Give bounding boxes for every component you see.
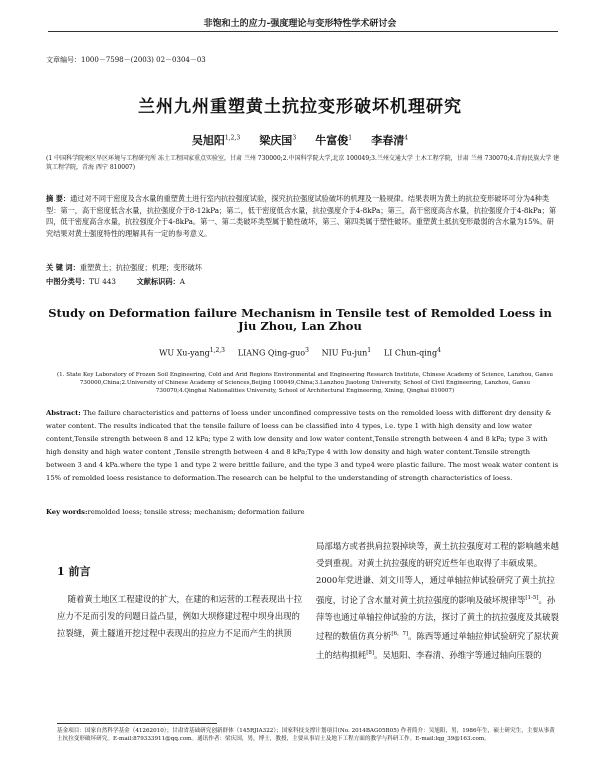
doc-code-label: 文献标识码：	[136, 277, 180, 286]
footnote-rule	[57, 723, 217, 724]
keywords-english	[46, 508, 560, 516]
intro-left-text: 随着黄土地区工程建设的扩大，在建的和运营的工程表现出十拉应力不足而引发的问题日益凸显，例如大坝修建过程中坝身出现的拉裂缝，黄土隧道开挖过程中表现出的拉应力不足而产生的拱顶	[57, 594, 303, 639]
intro-paragraph-left	[57, 591, 305, 643]
keywords-zh-label: 关 键 词：	[46, 263, 80, 272]
intro-right-text-4: 。吴旭阳、李春清、孙维宇等通过轴向压裂的	[374, 649, 542, 660]
keywords-en-label: Key words:	[46, 508, 88, 516]
author-sup: 1	[348, 134, 353, 142]
author-sup: 1,2,3	[224, 134, 241, 142]
keywords-zh-text: 重塑黄土；抗拉强度；机理；变形破坏	[79, 263, 202, 272]
authors-english	[0, 347, 600, 358]
abstract-zh-label: 摘 要：	[46, 194, 71, 203]
abstract-en-text: The failure characteristics and patterns of loess under unconfined compressive tests on the remolded loess with different dry density & water content. The results indicated that the tensile failure of loess can be classified into 4 types, i.e. type 1 with high density and low water content,Tensile strength between 8 and 12 kPa; type 2 with low density and low water content,Tensile strength between 4 and 8 kPa; type 3 with high density and high water content ,Tensile strength between 4 and 8 kPa;Type 4 with low density and high water content.Tensile strength between 3 and 4 kPa.where the type 1 and type 2 were brittle failure, and the type 3 and type4 were plastic failure. The most weak water content is 15% of remolded loess resistance to deformation.The research can be helpful to the understanding of strength characteristics of loess.	[46, 409, 559, 482]
citation: [8]	[366, 649, 375, 656]
footnote: 基金项目：国家自然科学基金（41262010）；甘肃省基础研究创新群体（145RJIA322）；国家科技支撑计划项目(No. 2014BAG05B05) 作者简介：吴旭阳，男，1986年生，硕士研究生，主要从事黄土抗拉变形破坏研究。E-mail:879333911@qq.com。通讯作者：梁庆国，男，博士，教授，主要从事岩土及地下工程方面的教学与科研工作。E-mail:lqg_39@163.com。	[57, 728, 555, 742]
classification-line	[46, 277, 560, 287]
intro-right-text-2: 。孙萍等也通过单轴拉伸试验的方法，探讨了黄土的抗拉强度及其破裂过程的数值仿真分析	[316, 594, 559, 641]
author-sup-en: 4	[437, 347, 441, 354]
keywords-chinese	[46, 263, 560, 273]
author-sup-en: 1	[367, 347, 372, 354]
abstract-chinese	[46, 193, 560, 239]
author-name: 梁庆国	[259, 134, 293, 147]
doc-code: A	[179, 277, 185, 286]
abstract-english	[46, 407, 560, 485]
article-number: 文章编号：1000－7598－(2003) 02－0304－03	[46, 56, 206, 64]
author-name-en: LIANG Qing-guo	[237, 348, 306, 358]
class-no: TU 443	[89, 277, 116, 286]
author-sup: 4	[404, 134, 409, 142]
author-sup-en: 1,2,3	[209, 347, 225, 354]
running-header: 非饱和土的应力-强度理论与变形特性学术研讨会	[203, 19, 397, 29]
citation: [1-5]	[525, 594, 539, 601]
author-sup: 3	[292, 134, 297, 142]
author-name: 牛富俊	[315, 134, 349, 147]
title-chinese: 兰州九州重塑黄土抗拉变形破坏机理研究	[138, 97, 462, 117]
authors-chinese	[0, 132, 600, 148]
author-name: 吴旭阳	[191, 134, 225, 147]
abstract-zh-text: 通过对不同干密度及含水量的重塑黄土进行室内抗拉强度试验，探究抗拉强度试验破坏的机理及一般规律。结果表明为黄土的抗拉变形破坏可分为4种类型：第一，高干密度低含水量，抗拉强度介于8-12kPa；第二，低干密度低含水量，抗拉强度介于4-8kPa；第三，高干密度高含水量，抗拉强度介于4-8kPa；第四，低干密度高含水量，抗拉强度介于4-8kPa。第一、第二类破坏类型属于脆性破坏，第三、第四类属于塑性破坏。重塑黄土抵抗变形最弱的含水量为15%。研究结果对黄土强度特性的理解具有一定的参考意义。	[46, 194, 557, 238]
section-heading: 1 前言	[57, 565, 91, 578]
citation: [6，7]	[391, 630, 409, 637]
author-name-en: LI Chun-qing	[383, 348, 438, 358]
intro-right-text: 局部塌方或者拱肩拉裂掉块等，黄土抗拉强度对工程的影响越来越受到重视。对黄土抗拉强度的研究近些年也取得了丰硕成果。2000年党进谦、刘文川等人，通过单轴拉伸试验研究了黄土抗拉强度，讨论了含水量对黄土抗拉强度的影响及破坏规律等	[316, 541, 559, 605]
affiliation-chinese: (1 中国科学院寒区旱区环境与工程研究所 冻土工程国家重点实验室，甘肃 兰州 730000;2.中国科学院大学,北京 100049;3.兰州交通大学 土木工程学院，甘肃 兰州 730070;4.青海民族大学 建筑工程学院，青海 西宁 810007)	[46, 155, 560, 171]
intro-right-text-3: 。陈西等通过单轴拉伸试验研究了原状黄土的结构损耗	[316, 630, 559, 660]
author-name-en: NIU Fu-jun	[321, 348, 368, 358]
abstract-en-label: Abstract:	[46, 409, 81, 417]
affiliation-english: (1. State Key Laboratory of Frozen Soil Engineering, Cold and Arid Regions Environmental and Engineering Research Institute, Chinese Academy of Science, Lanzhou, Gansu 730000,China;2.University of Chinese Academy of Sciences,Beijing 100049,China;3.Lanzhou Jiaotong University, School of Civil Engineering, Lanzhou, Gansu 730070;4.Qinghai Nationalities University, School of Architectural Engineering, Xining, Qinghai 810007)	[56, 372, 554, 394]
body-right-column	[316, 538, 560, 664]
author-sup-en: 3	[305, 347, 309, 354]
keywords-en-text: remolded loess; tensile stress; mechanism; deformation failure	[87, 508, 305, 516]
class-no-label: 中图分类号：	[46, 277, 90, 286]
title-english: Study on Deformation failure Mechanism in Tensile test of Remolded Loess in Jiu Zhou, Lan Zhou	[48, 306, 552, 333]
author-name-en: WU Xu-yang	[159, 348, 210, 358]
header-rule	[48, 31, 558, 32]
author-name: 李春清	[371, 134, 405, 147]
body-left-column	[57, 563, 305, 643]
